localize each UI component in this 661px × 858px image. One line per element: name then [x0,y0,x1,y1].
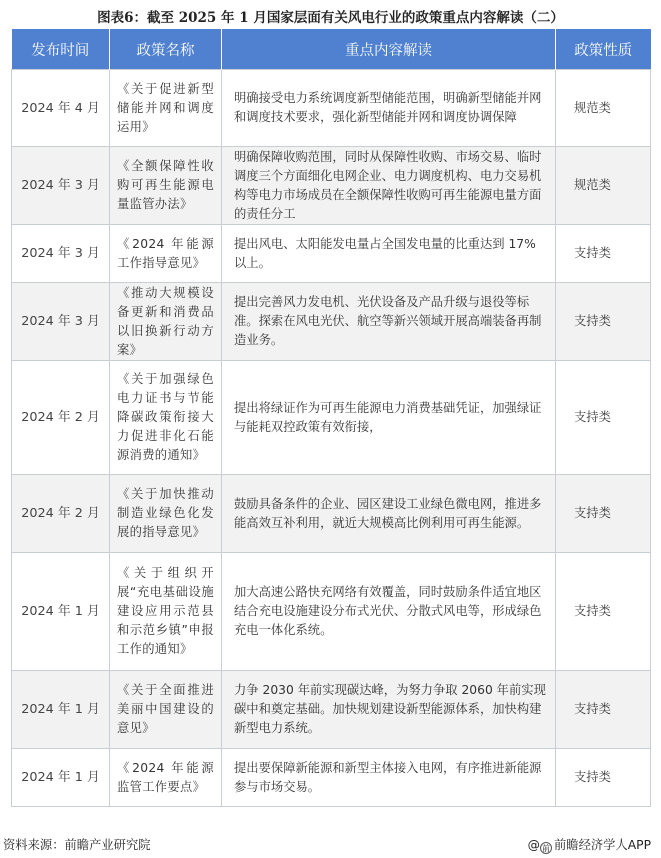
brand-credit [528,835,651,854]
cell-policy-type: 支持类 [556,361,651,475]
cell-key-content: 提出完善风力发电机、光伏设备及产品升级与退役等标准。探索在风电光伏、航空等新兴领域开展高端装备再制造业务。 [222,283,556,361]
table-row [12,70,651,147]
chart-title: 图表6：截至 2025 年 1 月国家层面有关风电行业的政策重点内容解读（二） [97,10,564,26]
cell-date: 2024 年 1 月 [12,553,110,671]
cell-policy-name: 《关于加强绿色电力证书与节能降碳政策衔接大力促进非化石能源消费的通知》 [110,361,222,475]
header-date: 发布时间 [12,29,110,70]
cell-policy-type: 支持类 [556,749,651,807]
table-header-row [12,29,651,70]
cell-policy-name: 《2024 年能源监管工作要点》 [110,749,222,807]
header-policy-type: 政策性质 [556,29,651,70]
cell-policy-type: 支持类 [556,553,651,671]
cell-key-content: 提出要保障新能源和新型主体接入电网，有序推进新能源参与市场交易。 [222,749,556,807]
header-policy-name: 政策名称 [110,29,222,70]
cell-policy-type: 支持类 [556,671,651,749]
table-row [12,475,651,553]
cell-policy-name: 《关于加快推动制造业绿色化发展的指导意见》 [110,475,222,553]
cell-policy-name: 《2024 年能源工作指导意见》 [110,225,222,283]
cell-policy-type: 支持类 [556,283,651,361]
cell-key-content: 加大高速公路快充网络有效覆盖，同时鼓励条件适宜地区结合充电设施建设分布式光伏、分散式风电等，形成绿色充电一体化系统。 [222,553,556,671]
cell-policy-name: 《全额保障性收购可再生能源电量监管办法》 [110,147,222,225]
table-row [12,361,651,475]
cell-policy-name: 《关于促进新型储能并网和调度运用》 [110,70,222,147]
policy-table [11,29,651,807]
brand-name: 前瞻经济学人APP [553,838,651,852]
header-key-content: 重点内容解读 [222,29,556,70]
cell-date: 2024 年 2 月 [12,361,110,475]
table-row [12,671,651,749]
cell-policy-type: 支持类 [556,475,651,553]
cell-key-content: 提出将绿证作为可再生能源电力消费基础凭证，加强绿证与能耗双控政策有效衔接， [222,361,556,475]
cell-date: 2024 年 2 月 [12,475,110,553]
cell-date: 2024 年 4 月 [12,70,110,147]
table-row [12,147,651,225]
cell-date: 2024 年 3 月 [12,283,110,361]
cell-key-content: 提出风电、太阳能发电量占全国发电量的比重达到 17%以上。 [222,225,556,283]
cell-policy-name: 《推动大规模设备更新和消费品以旧换新行动方案》 [110,283,222,361]
cell-policy-type: 支持类 [556,225,651,283]
cell-key-content: 力争 2030 年前实现碳达峰，为努力争取 2060 年前实现碳中和奠定基础。加快规划建设新型能源体系，加快构建新型电力系统。 [222,671,556,749]
at-sign: @ [527,838,540,852]
cell-date: 2024 年 3 月 [12,225,110,283]
table-row [12,749,651,807]
table-row [12,553,651,671]
source-note: 资料来源：前瞻产业研究院 [3,838,151,852]
cell-policy-type: 规范类 [556,147,651,225]
table-row [12,283,651,361]
brand-logo-icon: 前 [541,844,550,853]
cell-policy-type: 规范类 [556,70,651,147]
cell-key-content: 明确保障收购范围，同时从保障性收购、市场交易、临时调度三个方面细化电网企业、电力调度机构、电力交易机构等电力市场成员在全额保障性收购可再生能源电量方面的责任分工 [222,147,556,225]
cell-key-content: 明确接受电力系统调度新型储能范围，明确新型储能并网和调度技术要求，强化新型储能并网和调度协调保障 [222,70,556,147]
cell-policy-name: 《关于全面推进美丽中国建设的意见》 [110,671,222,749]
cell-date: 2024 年 3 月 [12,147,110,225]
table-row [12,225,651,283]
cell-policy-name: 《关于组织开展“充电基础设施建设应用示范县和示范乡镇”申报工作的通知》 [110,553,222,671]
cell-date: 2024 年 1 月 [12,749,110,807]
cell-key-content: 鼓励具备条件的企业、园区建设工业绿色微电网，推进多能高效互补利用，就近大规模高比例利用可再生能源。 [222,475,556,553]
cell-date: 2024 年 1 月 [12,671,110,749]
